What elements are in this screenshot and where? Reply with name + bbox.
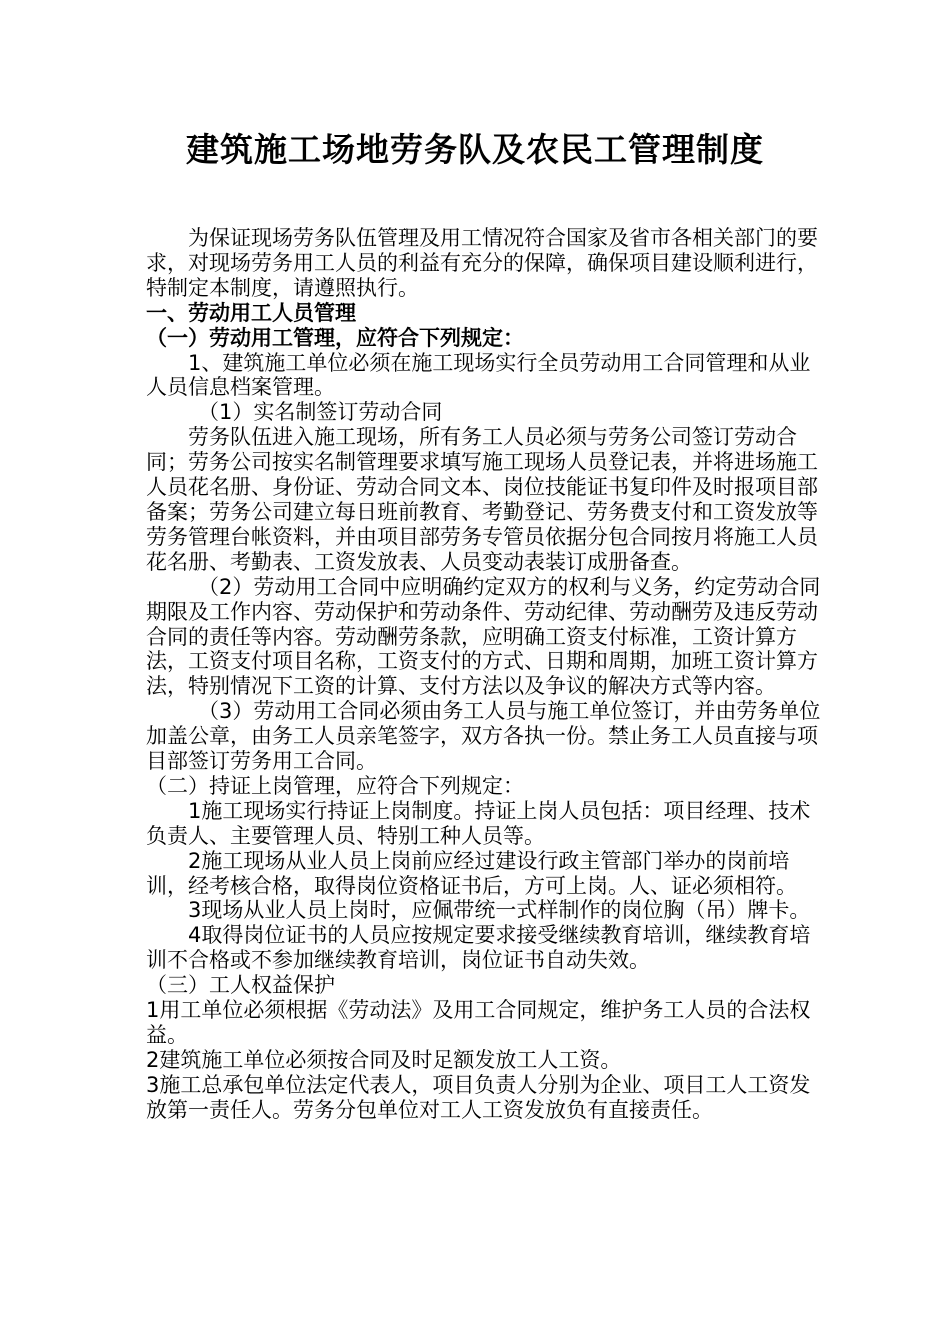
certification-item-3: 3现场从业人员上岗时，应佩带统一式样制作的岗位胸（吊）牌卡。: [188, 898, 811, 923]
rights-item-2: 2建筑施工单位必须按合同及时足额发放工人工资。: [146, 1047, 622, 1072]
certification-item-4: 4取得岗位证书的人员应按规定要求接受继续教育培训，继续教育培训不合格或不参加继续教育培训，岗位证书自动失效。: [146, 923, 811, 973]
certification-item-2: 2施工现场从业人员上岗前应经过建设行政主管部门举办的岗前培训，经考核合格，取得岗位资格证书后，方可上岗。人、证必须相符。: [146, 848, 797, 898]
subsection-heading-2: （二）持证上岗管理，应符合下列规定：: [146, 773, 524, 798]
paragraph-1: 1、建筑施工单位必须在施工现场实行全员劳动用工合同管理和从业人员信息档案管理。: [146, 350, 811, 400]
document-title: 建筑施工场地劳务队及农民工管理制度: [186, 130, 764, 169]
paragraph-item-2: （2）劳动用工合同中应明确约定双方的权利与义务，约定劳动合同期限及工作内容、劳动保护和劳动条件、劳动纪律、劳动酬劳及违反劳动合同的责任等内容。劳动酬劳条款，应明确工资支付标准，工资计算方法，工资支付项目名称，工资支付的方式、日期和周期，加班工资计算方法，特别情况下工资的计算、支付方法以及争议的解决方式等内容。: [146, 574, 821, 699]
certification-item-1: 1施工现场实行持证上岗制度。持证上岗人员包括：项目经理、技术负责人、主要管理人员、特别工种人员等。: [146, 798, 811, 848]
subsection-heading-1: （一）劳动用工管理，应符合下列规定：: [146, 325, 524, 350]
subsection-heading-3: （三）工人权益保护: [146, 973, 335, 998]
item-1-heading: （1）实名制签订劳动合同: [198, 400, 443, 425]
section-heading-1: 一、劳动用工人员管理: [146, 300, 356, 325]
document-body: [146, 226, 826, 1123]
intro-paragraph: 为保证现场劳务队伍管理及用工情况符合国家及省市各相关部门的要求，对现场劳务用工人员的利益有充分的保障，确保项目建设顺利进行，特制定本制度，请遵照执行。: [146, 226, 818, 300]
rights-item-3: 3施工总承包单位法定代表人，项目负责人分别为企业、项目工人工资发放第一责任人。劳务分包单位对工人工资发放负有直接责任。: [146, 1072, 811, 1122]
rights-item-1: 1用工单位必须根据《劳动法》及用工合同规定，维护务工人员的合法权益。: [146, 998, 811, 1047]
paragraph-item-3: （3）劳动用工合同必须由务工人员与施工单位签订，并由劳务单位加盖公章，由务工人员亲笔签字，双方各执一份。禁止务工人员直接与项目部签订劳务用工合同。: [146, 699, 821, 774]
paragraph-item-1: 劳务队伍进入施工现场，所有务工人员必须与劳务公司签订劳动合同；劳务公司按实名制管理要求填写施工现场人员登记表，并将进场施工人员花名册、身份证、劳动合同文本、岗位技能证书复印件及时报项目部备案；劳务公司建立每日班前教育、考勤登记、劳务费支付和工资发放等劳务管理台帐资料，并由项目部劳务专管员依据分包合同按月将施工人员花名册、考勤表、工资发放表、人员变动表装订成册备查。: [146, 425, 818, 574]
